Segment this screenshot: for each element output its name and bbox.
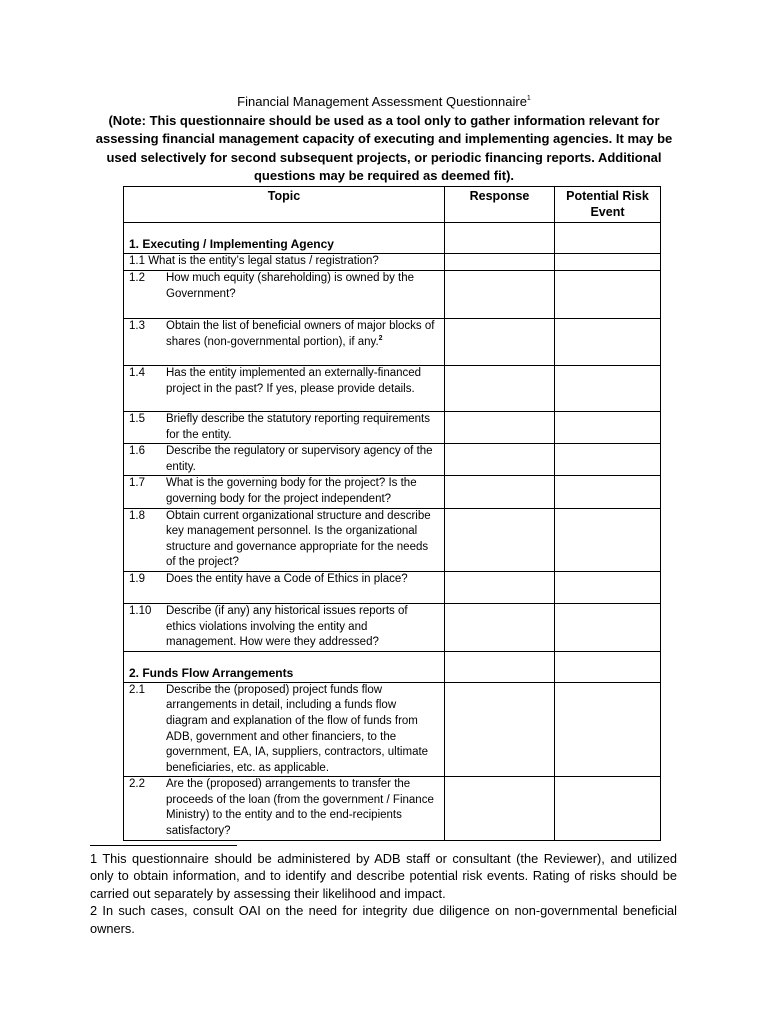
footnote-2: 2 In such cases, consult OAI on the need for integrity due diligence on non-governmental beneficial owners. xyxy=(90,903,677,936)
response-cell[interactable] xyxy=(445,777,555,840)
item-text: What is the entity’s legal status / registration? xyxy=(148,255,379,267)
table-row xyxy=(124,777,661,840)
item-text: Describe the regulatory or supervisory agency of the entity. xyxy=(166,445,433,473)
footnote-ref: 2 xyxy=(378,334,383,342)
item-text: Describe the (proposed) project funds flow arrangements in detail, including a funds flow diagram and explanation of the flow of funds from ADB, government and other financiers, to the government, EA, IA, suppliers, contractors, ultimate beneficiaries, etc. as applicable. xyxy=(166,683,429,774)
table-row xyxy=(124,476,661,508)
item-text: Are the (proposed) arrangements to transfer the proceeds of the loan (from the government / Finance Ministry) to the entity and to the end-recipients satisfactory? xyxy=(166,778,434,838)
item-number: 1.10 xyxy=(129,604,152,617)
table-row xyxy=(124,444,661,476)
topic-cell xyxy=(124,682,445,777)
section-row xyxy=(124,223,661,254)
item-inline xyxy=(124,254,444,270)
item-number: 1.2 xyxy=(129,272,145,284)
table-header-row xyxy=(124,187,661,223)
item-number: 2.2 xyxy=(129,778,145,791)
item-text: Briefly describe the statutory reporting requirements for the entity. xyxy=(166,413,430,441)
response-cell[interactable] xyxy=(445,412,555,444)
document-note: (Note: This questionnaire should be used as a tool only to gather information relevant for assessing financial management capacity of executing and implementing agencies. It may be used selectively for second subsequent projects, or periodic financing reports. Additional questions may be required as deemed fit). xyxy=(95,112,673,184)
section-title-cell xyxy=(124,223,445,254)
item xyxy=(124,604,444,651)
response-cell[interactable] xyxy=(445,476,555,508)
response-cell[interactable] xyxy=(445,682,555,777)
document-header xyxy=(80,93,688,186)
risk-cell[interactable] xyxy=(555,603,661,651)
item-text: What is the governing body for the project? Is the governing body for the project independent? xyxy=(166,477,417,505)
table-row xyxy=(124,571,661,603)
section-title-cell xyxy=(124,651,445,682)
response-cell[interactable] xyxy=(445,571,555,603)
response-cell[interactable] xyxy=(445,444,555,476)
item-text-wrap xyxy=(166,319,440,350)
table-row xyxy=(124,412,661,444)
response-cell[interactable] xyxy=(445,366,555,412)
item-number: 1.1 xyxy=(129,255,145,267)
response-cell[interactable] xyxy=(445,651,555,682)
section-title: 2. Funds Flow Arrangements xyxy=(129,666,294,681)
item-number: 1.9 xyxy=(129,572,145,585)
risk-cell[interactable] xyxy=(555,444,661,476)
item xyxy=(124,319,444,350)
risk-cell[interactable] xyxy=(555,651,661,682)
risk-cell[interactable] xyxy=(555,254,661,271)
title-text: Financial Management Assessment Questionnaire xyxy=(237,94,527,109)
risk-cell[interactable] xyxy=(555,682,661,777)
questionnaire-table xyxy=(123,186,661,841)
response-cell[interactable] xyxy=(445,254,555,271)
topic-cell xyxy=(124,571,445,603)
item-text: How much equity (shareholding) is owned by the Government? xyxy=(166,272,415,300)
item-text: Has the entity implemented an externally-financed project in the past? If yes, please provide details. xyxy=(166,367,422,395)
title-footnote-ref: 1 xyxy=(526,95,531,102)
item-number: 1.7 xyxy=(129,477,145,490)
response-cell[interactable] xyxy=(445,508,555,571)
item xyxy=(124,366,444,397)
item-number: 1.8 xyxy=(129,509,145,522)
item-text: Does the entity have a Code of Ethics in place? xyxy=(166,572,408,585)
table-row xyxy=(124,682,661,777)
topic-cell xyxy=(124,254,445,271)
topic-cell xyxy=(124,412,445,444)
header-response: Response xyxy=(445,187,555,223)
item xyxy=(124,777,444,839)
topic-cell xyxy=(124,271,445,319)
footnote-divider xyxy=(90,845,237,846)
risk-cell[interactable] xyxy=(555,508,661,571)
risk-cell[interactable] xyxy=(555,319,661,366)
risk-cell[interactable] xyxy=(555,476,661,508)
item-number: 2.1 xyxy=(129,683,145,696)
item-text: Obtain the list of beneficial owners of major blocks of shares (non-governmental portion), if any. xyxy=(166,320,435,348)
item xyxy=(124,271,444,302)
item-number: 1.4 xyxy=(129,367,145,379)
document-title xyxy=(80,93,688,112)
risk-cell[interactable] xyxy=(555,223,661,254)
header-topic: Topic xyxy=(124,187,445,223)
topic-cell xyxy=(124,444,445,476)
item xyxy=(124,444,444,475)
table-row xyxy=(124,319,661,366)
footnotes xyxy=(90,850,677,937)
section-row xyxy=(124,651,661,682)
item xyxy=(124,572,444,588)
item xyxy=(124,476,444,507)
response-cell[interactable] xyxy=(445,603,555,651)
risk-cell[interactable] xyxy=(555,777,661,840)
topic-cell xyxy=(124,476,445,508)
footnote-1: 1 This questionnaire should be administered by ADB staff or consultant (the Reviewer), and utilized only to obtain information, and to identify and describe potential risk events. Rating of risks should be carried out separately by assessing their likelihood and impact. xyxy=(90,851,677,901)
risk-cell[interactable] xyxy=(555,366,661,412)
header-risk: Potential Risk Event xyxy=(555,187,661,223)
item-text: Describe (if any) any historical issues reports of ethics violations involving the entity and management. How were they addressed? xyxy=(166,604,408,649)
risk-cell[interactable] xyxy=(555,412,661,444)
table-row xyxy=(124,603,661,651)
topic-cell xyxy=(124,603,445,651)
topic-cell xyxy=(124,319,445,366)
item-number: 1.5 xyxy=(129,413,145,425)
table-row xyxy=(124,271,661,319)
item xyxy=(124,509,444,571)
table-row xyxy=(124,366,661,412)
table-row xyxy=(124,254,661,271)
item-number: 1.6 xyxy=(129,445,145,458)
item xyxy=(124,412,444,443)
risk-cell[interactable] xyxy=(555,271,661,319)
topic-cell xyxy=(124,777,445,840)
topic-cell xyxy=(124,508,445,571)
item-number: 1.3 xyxy=(129,320,145,332)
section-title: 1. Executing / Implementing Agency xyxy=(129,237,334,252)
item xyxy=(124,683,444,777)
response-cell[interactable] xyxy=(445,319,555,366)
response-cell[interactable] xyxy=(445,271,555,319)
risk-cell[interactable] xyxy=(555,571,661,603)
table-row xyxy=(124,508,661,571)
topic-cell xyxy=(124,366,445,412)
item-text: Obtain current organizational structure and describe key management personnel. Is the organizational structure and governance appropriate for the needs of the project? xyxy=(166,509,431,569)
response-cell[interactable] xyxy=(445,223,555,254)
